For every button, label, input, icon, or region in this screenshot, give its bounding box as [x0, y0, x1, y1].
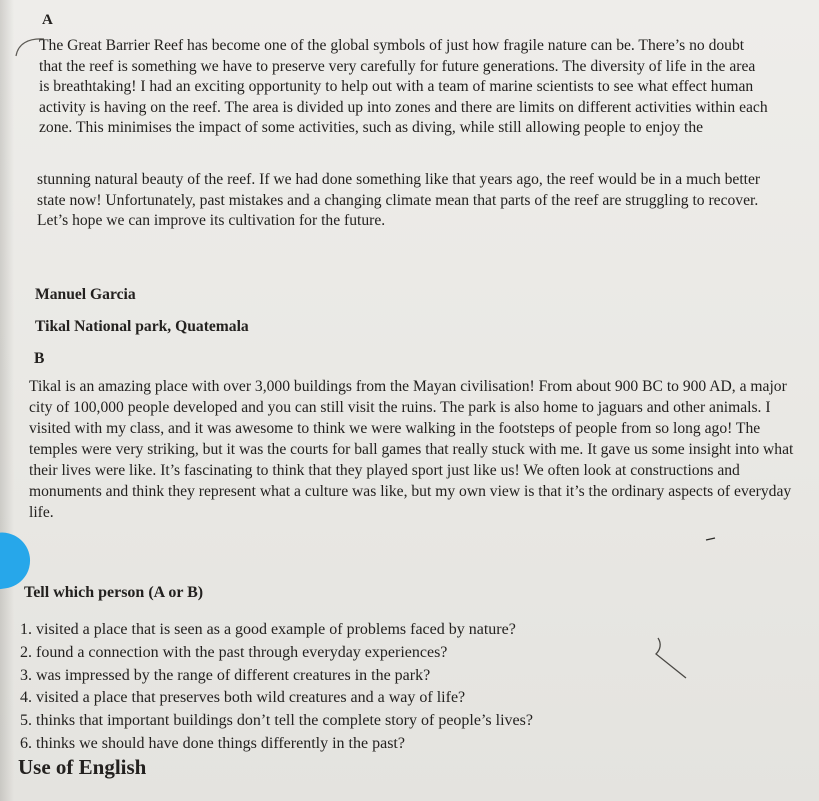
place-name: Tikal National park, Quatemala	[35, 318, 249, 335]
pen-dot-mark	[704, 535, 718, 543]
question-item: 2. found a connection with the past through everyday experiences?	[20, 643, 448, 661]
question-item: 6. thinks we should have done things differently in the past?	[20, 734, 405, 752]
section-a-paragraph-2: stunning natural beauty of the reef. If we had done something like that years ago, the reef would be in a much better state now! Unfortunately, past mistakes and a changing climate mean that parts of the reef are struggling to recover. Let’s hope we can improve its cultivation for the future.	[37, 171, 761, 229]
blue-highlighter-mark	[0, 529, 34, 591]
question-list	[20, 619, 533, 756]
footer-heading: Use of English	[18, 755, 147, 779]
author-name: Manuel Garcia	[35, 286, 136, 303]
question-item: 5. thinks that important buildings don’t tell the complete story of people’s lives?	[20, 712, 533, 730]
section-b-label: B	[34, 350, 45, 367]
section-a-paragraph-1: The Great Barrier Reef has become one of the global symbols of just how fragile nature can be. There’s no doubt that the reef is something we have to preserve very carefully for future generations. The diversity of life in the area is breathtaking! I had an exciting opportunity to help out with a team of marine scientists to see what effect human activity is having on the reef. The area is divided up into zones and there are limits on different activities within each zone. This minimises the impact of some activities, such as diving, while still allowing people to enjoy the	[39, 37, 768, 136]
pencil-check-mark	[652, 636, 692, 682]
section-b-paragraph: Tikal is an amazing place with over 3,000 buildings from the Mayan civilisation! From about 900 BC to 900 AD, a major city of 100,000 people developed and you can still visit the ruins. The park is also home to jaguars and other animals. I visited with my class, and it was awesome to think we were walking in the footsteps of people from so long ago! The temples were very striking, but it was the courts for ball games that really stuck with me. It gave us some insight into what their lives were like. It’s fascinating to think that they played sport just like us! We often look at constructions and monuments and think they represent what a culture was like, but my own view is that it’s the ordinary aspects of everyday life.	[29, 378, 794, 521]
question-item: 4. visited a place that preserves both wild creatures and a way of life?	[20, 689, 466, 707]
page-shadow	[0, 0, 14, 801]
question-item: 1. visited a place that is seen as a good example of problems faced by nature?	[20, 621, 516, 638]
section-a-label: A	[42, 12, 53, 28]
question-item: 3. was impressed by the range of different creatures in the park?	[20, 666, 431, 684]
task-title: Tell which person (A or B)	[24, 584, 204, 601]
